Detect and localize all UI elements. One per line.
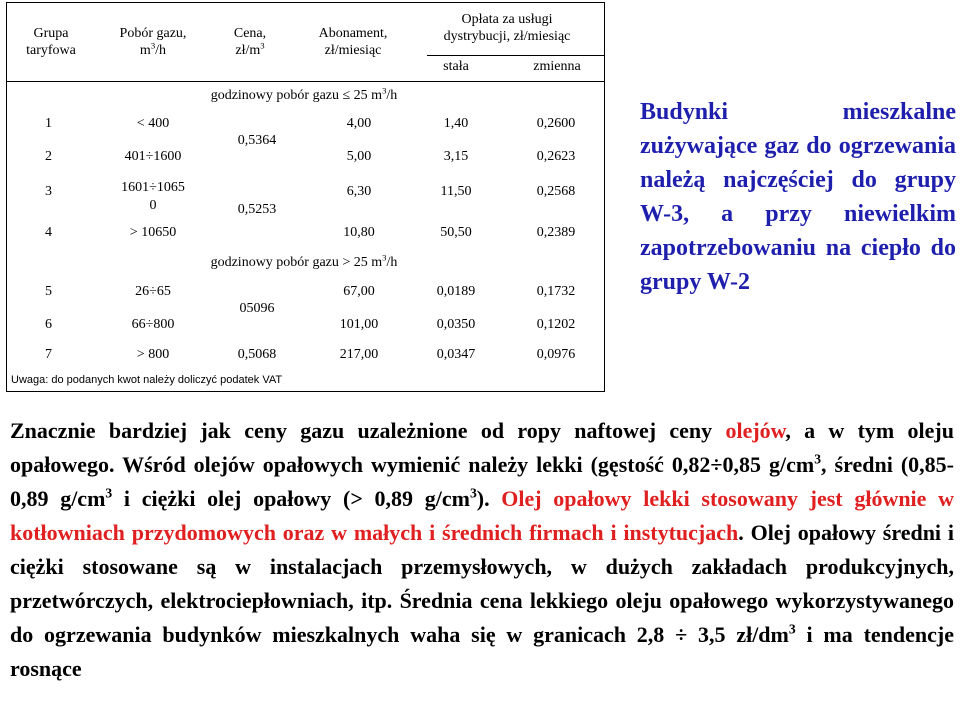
row7-grupa: 7	[45, 347, 52, 362]
row2-abonament: 5,00	[346, 149, 372, 164]
header-pobor: Pobór gazu, $m^3/h$	[119, 26, 187, 59]
cena-rows-1-2: 0,5364	[237, 133, 277, 148]
row3-abonament: 6,30	[346, 184, 372, 199]
header-cena: Cena, $zł/m^3$	[233, 26, 267, 59]
header-abonament: Abonament, zł/miesiąc	[318, 26, 388, 59]
section-heading-gt25: godzinowy pobór gazu > 25 $m^3/h$	[210, 252, 398, 270]
side-note: Budynki mieszkalne zużywające gaz do ogrzewania należą najczęściej do grupy W-3, a przy niewielkim zapotrzebowaniu na ciepło do grupy W-2	[640, 99, 956, 295]
row2-grupa: 2	[45, 149, 52, 164]
row4-abonament: 10,80	[343, 225, 375, 240]
table-divider	[7, 81, 605, 82]
row1-grupa: 1	[45, 116, 52, 131]
row5-pobor: 26÷65	[135, 284, 171, 299]
row4-stala: 50,50	[440, 225, 472, 240]
row7-abonament: 217,00	[339, 347, 379, 362]
row1-abonament: 4,00	[346, 116, 372, 131]
row7-zmienna: 0,0976	[536, 347, 576, 362]
row1-pobor: < 400	[136, 116, 170, 131]
row5-grupa: 5	[45, 284, 52, 299]
row4-grupa: 4	[45, 225, 52, 240]
row7-stala: 0,0347	[436, 347, 476, 362]
highlight-oleje: olejów	[725, 418, 786, 443]
cena-rows-5-6: 05096	[239, 301, 275, 316]
row4-zmienna: 0,2389	[536, 225, 576, 240]
header-oplata: Opłata za usługi dystrybucji, zł/miesiąc	[443, 12, 571, 45]
header-zmienna: zmienna	[533, 59, 581, 74]
row2-zmienna: 0,2623	[536, 149, 576, 164]
oil-paragraph: Znacznie bardziej jak ceny gazu uzależnione od ropy naftowej ceny olejów, a w tym oleju opałowego. Wśród olejów opałowych wymienić należy lekki (gęstość 0,82÷0,85 $g/cm^3$, średni (0,85-0,89 $g/cm^3$ i ciężki olej opałowy (> 0,89 $g/cm^3$). Olej opałowy lekki stosowany jest głównie w kotłowniach przydomowych oraz w małych i średnich firmach i instytucjach. Olej opałowy średni i ciężki stosowane są w instalacjach przemysłowych, w dużych zakładach produkcyjnych, przetwórczych, elektrociepłowniach, itp. Średnia cena lekkiego oleju opałowego wykorzystywanego do ogrzewania budynków mieszkalnych waha się w granicach 2,8 ÷ 3,5 $zł/dm^3$ i ma tendencje rosnące	[10, 418, 955, 681]
row7-cena: 0,5068	[237, 347, 277, 362]
table-divider	[427, 55, 605, 56]
header-grupa: Grupa taryfowa	[26, 26, 76, 59]
section-heading-le25: godzinowy pobór gazu ≤ 25 $m^3/h$	[210, 85, 398, 103]
row3-stala: 11,50	[440, 184, 472, 199]
row6-abonament: 101,00	[339, 317, 379, 332]
row5-zmienna: 0,1732	[536, 284, 576, 299]
row3-grupa: 3	[45, 184, 52, 199]
row4-pobor: > 10650	[129, 225, 177, 240]
row5-stala: 0,0189	[436, 284, 476, 299]
row3-pobor: 1601÷1065 0	[121, 180, 185, 214]
highlight-light-oil: Olej opałowy lekki stosowany jest głównie w kotłowniach przydomowych oraz w małych i średnich firmach i instytucjach	[10, 486, 955, 545]
row6-pobor: 66÷800	[131, 317, 175, 332]
row3-zmienna: 0,2568	[536, 184, 576, 199]
row6-zmienna: 0,1202	[536, 317, 576, 332]
row1-zmienna: 0,2600	[536, 116, 576, 131]
row6-grupa: 6	[45, 317, 52, 332]
row5-abonament: 67,00	[343, 284, 375, 299]
row7-pobor: > 800	[136, 347, 170, 362]
row2-stala: 3,15	[443, 149, 469, 164]
row6-stala: 0,0350	[436, 317, 476, 332]
tariff-table	[6, 2, 605, 392]
row1-stala: 1,40	[443, 116, 469, 131]
header-stala: stała	[443, 59, 469, 74]
cena-rows-3-4: 0,5253	[237, 202, 277, 217]
table-footnote: Uwaga: do podanych kwot należy doliczyć podatek VAT	[11, 374, 283, 386]
row2-pobor: 401÷1600	[124, 149, 182, 164]
